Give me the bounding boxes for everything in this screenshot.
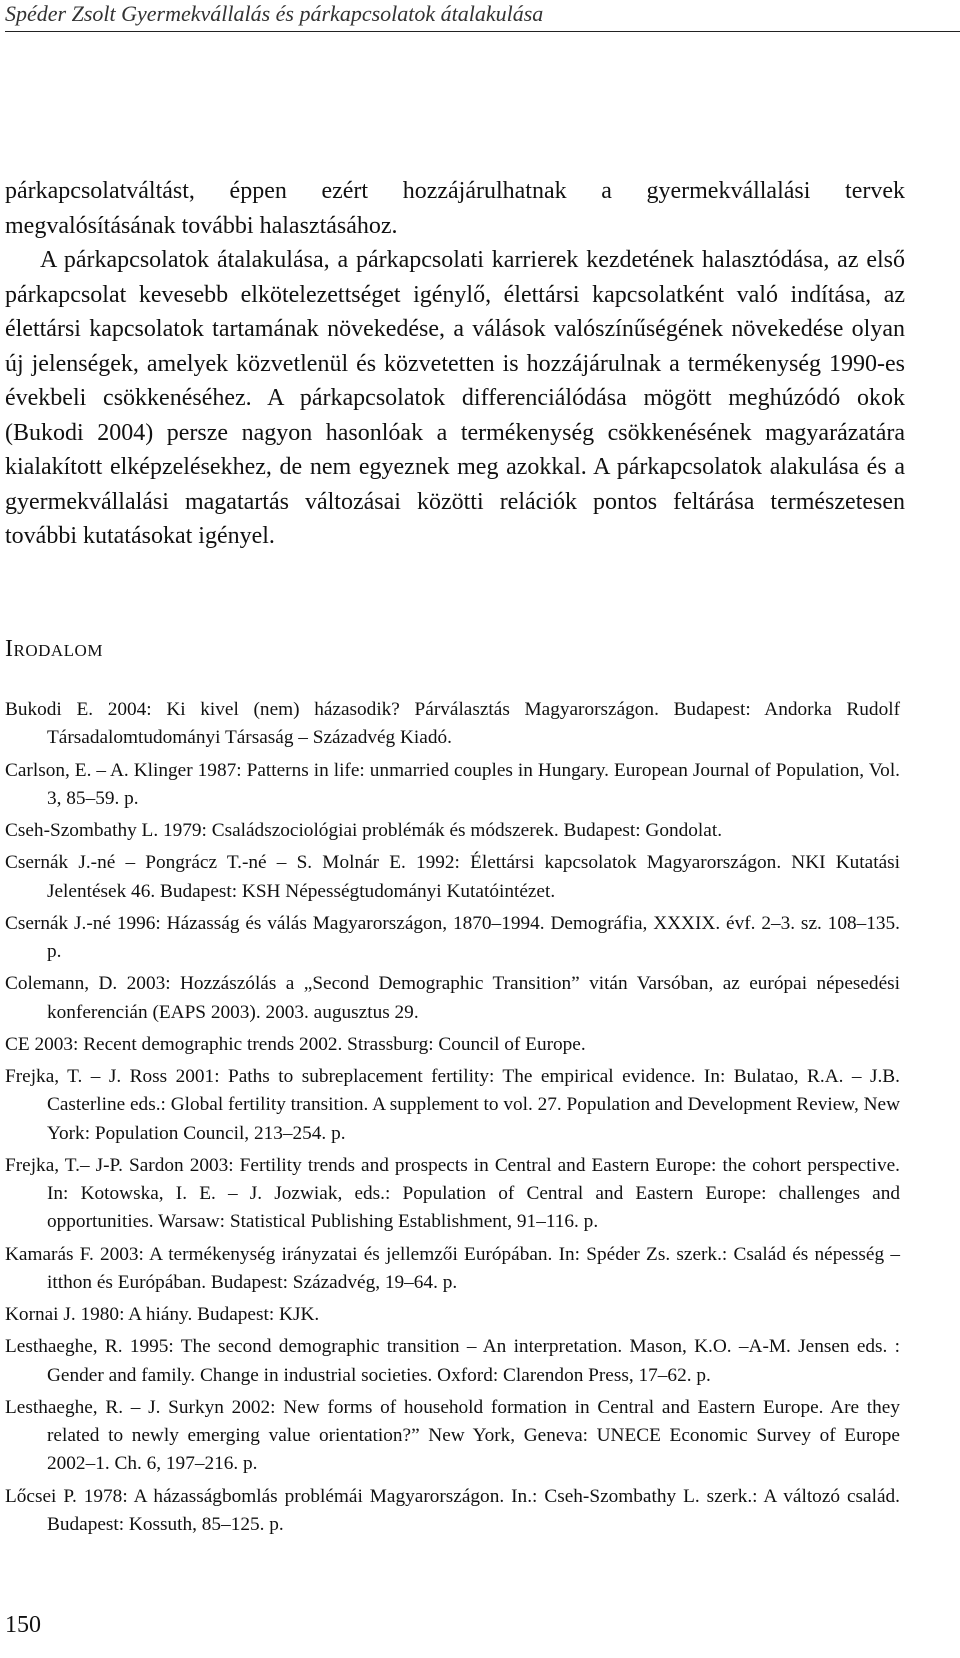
reference-item: CE 2003: Recent demographic trends 2002. Strassburg: Council of Europe. [5, 1033, 586, 1055]
reference-list [5, 696, 900, 1543]
body-text [5, 174, 905, 554]
running-head: Spéder Zsolt Gyermekvállalás és párkapcsolatok átalakulása [5, 0, 960, 32]
reference-item: Lesthaeghe, R. – J. Surkyn 2002: New forms of household formation in Central and Eastern Europe. Are they related to newly emerging value orientation?” New York, Geneva: UNECE Economic Survey of Europe 2002–1. Ch. 6, 197–216. p. [5, 1396, 900, 1475]
reference-item: Kamarás F. 2003: A termékenység irányzatai és jellemzői Európában. In: Spéder Zs. szerk.: Család és népesség – itthon és Európában. Budapest: Századvég, 19–64. p. [5, 1243, 900, 1293]
reference-item: Bukodi E. 2004: Ki kivel (nem) házasodik? Párválasztás Magyarországon. Budapest: Andorka Rudolf Társadalomtudományi Társaság – Századvég Kiadó. [5, 699, 900, 749]
section-title: Irodalom [5, 636, 103, 662]
reference-item: Csernák J.-né 1996: Házasság és válás Magyarországon, 1870–1994. Demográfia, XXXIX. évf. 2–3. sz. 108–135. p. [5, 912, 900, 962]
reference-item: Carlson, E. – A. Klinger 1987: Patterns in life: unmarried couples in Hungary. European Journal of Population, Vol. 3, 85–59. p. [5, 759, 900, 809]
reference-item: Frejka, T. – J. Ross 2001: Paths to subreplacement fertility: The empirical evidence. In: Bulatao, R.A. – J.B. Casterline eds.: Global fertility transition. A supplement to vol. 27. Population and Development Review, New York: Population Council, 213–254. p. [5, 1065, 900, 1144]
body-paragraph: A párkapcsolatok átalakulása, a párkapcsolati karrierek kezdetének halasztódása, az első párkapcsolat kevesebb elkötelezettséget igénylő, élettársi kapcsolatként való indítása, az élettársi kapcsolatok tartamának növekedése, a válások valószínűségének növekedése olyan új jelenségek, amelyek közvetlenül és közvetetten is hozzájárulnak a termékenység 1990-es évekbeli csökkenéséhez. A párkapcsolatok differenciálódása mögött meghúzódó okok (Bukodi 2004) persze nagyon hasonlóak a termékenység csökkenésének magyarázatára kialakított elképzelésekhez, de nem egyeznek meg azokkal. A párkapcsolatok alakulása és a gyermekvállalási magatartás változásai közötti relációk pontos feltárása természetesen további kutatásokat igényel. [5, 247, 905, 549]
reference-item: Colemann, D. 2003: Hozzászólás a „Second Demographic Transition” vitán Varsóban, az európai népesedési konferencián (EAPS 2003). 2003. augusztus 29. [5, 973, 900, 1023]
reference-item: Cseh-Szombathy L. 1979: Családszociológiai problémák és módszerek. Budapest: Gondolat. [5, 820, 723, 841]
reference-item: Lesthaeghe, R. 1995: The second demographic transition – An interpretation. Mason, K.O. –A-M. Jensen eds. : Gender and family. Change in industrial societies. Oxford: Clarendon Press, 17–62. p. [5, 1336, 900, 1386]
reference-item: Lőcsei P. 1978: A házasságbomlás problémái Magyarországon. In.: Cseh-Szombathy L. szerk.: A változó család. Budapest: Kossuth, 85–125. p. [5, 1485, 900, 1535]
reference-item: Kornai J. 1980: A hiány. Budapest: KJK. [5, 1304, 320, 1325]
reference-item: Frejka, T.– J-P. Sardon 2003: Fertility trends and prospects in Central and Eastern Europe: the cohort perspective. In: Kotowska, I. E. – J. Jozwiak, eds.: Population of Central and Eastern Europe: challenges and opportunities. Warsaw: Statistical Publishing Establishment, 91–116. p. [5, 1154, 900, 1233]
body-paragraph: párkapcsolatváltást, éppen ezért hozzájárulhatnak a gyermekvállalási tervek megvalósításának további halasztásához. [5, 178, 905, 239]
reference-item: Csernák J.-né – Pongrácz T.-né – S. Molnár E. 1992: Élettársi kapcsolatok Magyarországon. NKI Kutatási Jelentések 46. Budapest: KSH Népességtudományi Kutatóintézet. [5, 852, 900, 902]
page-number: 150 [5, 1612, 41, 1638]
